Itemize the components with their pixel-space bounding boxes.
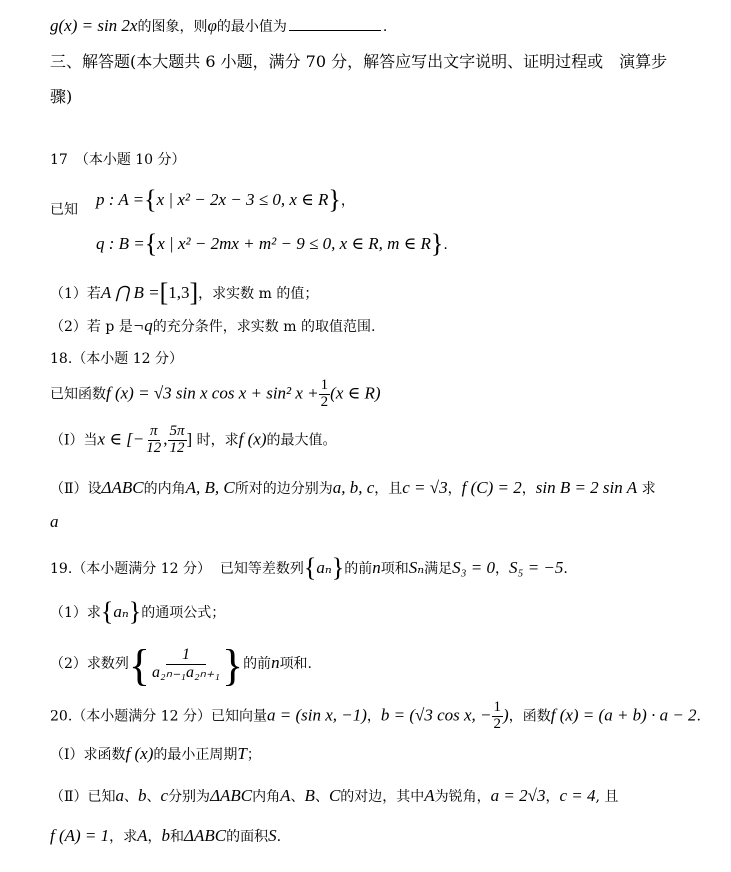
text: , 且 (595, 789, 619, 805)
frac-num: 1 (166, 647, 206, 665)
text: 已知等差数列 (219, 561, 304, 577)
frac-den: 2 (493, 715, 502, 732)
math-expr: S₅ = −5 (509, 558, 564, 577)
math-expr: f (x) (238, 429, 267, 449)
text: 已知向量 (210, 708, 267, 725)
math-expr: c = 4 (559, 786, 596, 805)
frac-den: 12 (169, 439, 185, 456)
text: 满足 (424, 561, 453, 577)
text: （1）若 (50, 286, 101, 302)
text: 、 (146, 789, 161, 805)
section-title: 三、解答题(本大题共 6 小题，满分 70 分，解答应写出文字说明、证明过程或 演算步 (50, 52, 668, 71)
math-expr: (x ∈ R) (330, 383, 381, 403)
math-expr: T (237, 744, 247, 763)
math-expr: φ (207, 16, 217, 35)
text: ，求实数 m 的值； (198, 286, 319, 302)
text: 的对边，其中 (340, 789, 425, 805)
text: 的前 (344, 561, 373, 577)
text: , (163, 429, 168, 449)
math-expr: c (160, 786, 169, 805)
q18-function (50, 378, 381, 411)
q20-statement (50, 700, 701, 733)
q18-part2 (50, 478, 656, 498)
q18-part1 (50, 424, 336, 457)
q17-p-set: p : A ={x | x² − 2x − 3 ≤ 0, x ∈ R}， (96, 185, 355, 214)
math-expr: ΔABC (210, 786, 253, 805)
text: 的充分条件，求实数 m 的取值范围. (152, 319, 376, 335)
q20-part1 (50, 744, 261, 764)
math-expr: Sₙ (408, 558, 425, 577)
math-expr: a (50, 512, 59, 531)
math-expr: sin B = 2 sin A (535, 478, 638, 497)
math-expr: B (304, 786, 315, 805)
text: 时，求 (196, 432, 239, 449)
math-expr: a, b, c (332, 478, 375, 497)
q17-header: 17 （本小题 10 分） (50, 152, 186, 168)
text: ，求 (109, 829, 138, 845)
math-expr: A (137, 826, 148, 845)
q17-part1: （1）若A ⋂ B =[1,3]，求实数 m 的值； (50, 278, 319, 307)
math-expr: f (A) = 1 (50, 826, 110, 845)
math-expr: q : B = (96, 234, 145, 253)
math-expr: a = 2√3 (490, 786, 546, 805)
text: 的最小正周期 (153, 747, 238, 763)
math-expr: f (x) (125, 744, 154, 763)
q19-part1: （1）求{aₙ}的通项公式； (50, 597, 226, 626)
frac-num: 1 (493, 699, 502, 715)
frac-num: π (149, 423, 158, 439)
math-expr: b = (√3 cos x, − (380, 705, 492, 725)
q18-part2-cont (50, 512, 59, 532)
frac-den: a₂ₙ₋₁a₂ₙ₊₁ (152, 663, 220, 681)
q20-part2 (50, 786, 618, 806)
text: 分别为 (168, 789, 211, 805)
math-expr: ) (503, 705, 509, 725)
math-expr: c = √3 (402, 478, 448, 497)
q19-part2: （2）求数列{ $\frac{1}{\text{a₂ₙ₋₁a₂ₙ₊₁}}$ }的前n项和. (50, 641, 313, 690)
text: 和 (170, 829, 185, 845)
text: ，函数 (508, 708, 551, 725)
frac-num: 5π (169, 423, 185, 439)
text: 项和 (380, 561, 409, 577)
answer-blank (289, 16, 381, 31)
math-expr: S (268, 826, 277, 845)
text: （2）若 p 是 (50, 319, 133, 335)
q20-header: 20.（本小题满分 12 分） (50, 708, 211, 725)
section-title-cont: 骤) (50, 87, 73, 106)
frac-den: 12 (146, 439, 162, 456)
text: ， (495, 561, 510, 577)
text: . (696, 708, 701, 725)
text: （Ⅰ）求函数 (50, 747, 126, 763)
math-expr: a (115, 786, 125, 805)
frac-den: 2 (320, 393, 329, 410)
math-expr: g(x) = sin 2x (50, 16, 138, 35)
text: 已知函数 (50, 386, 106, 403)
text: . (563, 561, 568, 577)
text: （Ⅱ）设 (50, 481, 102, 497)
text: 所对的边分别为 (234, 481, 333, 497)
math-expr: n (372, 558, 381, 577)
text: ， (366, 708, 381, 725)
text: ] (186, 429, 193, 449)
math-expr: p : A = (96, 190, 145, 209)
q19-statement: 19.（本小题满分 12 分） 已知等差数列{aₙ}的前n项和Sₙ满足S₃ = 0，S₅ = −5. (50, 553, 568, 582)
text: ， (447, 481, 462, 497)
text: ， (521, 481, 536, 497)
text: 的前 (243, 656, 272, 672)
math-expr: n (271, 653, 280, 672)
text: 的内角 (143, 481, 186, 497)
text: （1）求 (50, 605, 101, 621)
math-expr: b (161, 826, 171, 845)
math-expr: ¬q (132, 316, 153, 335)
math-expr: 1,3 (168, 283, 190, 302)
fill-blank-line (50, 16, 387, 36)
frac-num: 1 (320, 377, 329, 393)
math-expr: b (138, 786, 147, 805)
math-expr: x | x² − 2mx + m² − 9 ≤ 0, x ∈ R, m ∈ R (157, 234, 431, 253)
math-expr: A (280, 786, 291, 805)
text: . (443, 237, 448, 253)
math-expr: C (328, 786, 341, 805)
q17-known: 已知 (50, 202, 78, 218)
math-expr: A, B, C (185, 478, 235, 497)
text: 的面积 (226, 829, 269, 845)
text: （2）求数列 (50, 656, 129, 672)
math-expr: f (x) = √3 sin x cos x + sin² x + (106, 383, 319, 403)
math-expr: x | x² − 2x − 3 ≤ 0, x ∈ R (156, 190, 329, 209)
text: 求 (641, 481, 656, 497)
math-expr: ΔABC (101, 478, 144, 497)
text: 项和. (279, 656, 313, 672)
text: . (382, 19, 388, 35)
text: ； (246, 747, 261, 763)
math-expr: aₙ (316, 558, 332, 577)
math-expr: aₙ (113, 602, 129, 621)
text: 的最小值为 (216, 19, 287, 35)
q18-header: 18.（本小题 12 分） (50, 351, 183, 367)
text: . (276, 829, 282, 845)
text: 、 (290, 789, 305, 805)
math-expr: a = (sin x, −1) (266, 705, 367, 725)
q17-part2 (50, 316, 375, 336)
q17-q-set: q : B ={x | x² − 2mx + m² − 9 ≤ 0, x ∈ R, m ∈ R}. (96, 229, 448, 258)
math-expr: A ⋂ B = (100, 283, 160, 302)
text: ， (545, 789, 560, 805)
text: 的最大值。 (266, 432, 337, 449)
text: 的图象，则 (137, 19, 208, 35)
q19-header: 19.（本小题满分 12 分） (50, 561, 211, 577)
math-expr: f (x) = (a + b) · a − 2 (550, 705, 697, 725)
q20-part2-cont (50, 826, 281, 846)
text: 、 (124, 789, 139, 805)
text: ， (340, 193, 355, 209)
text: （Ⅱ）已知 (50, 789, 116, 805)
text: （Ⅰ）当 (50, 432, 98, 449)
math-expr: f (C) = 2 (461, 478, 522, 497)
text: ， (147, 829, 162, 845)
text: 、 (314, 789, 329, 805)
text: 为锐角， (434, 789, 491, 805)
text: 的通项公式； (141, 605, 226, 621)
text: ，且 (374, 481, 403, 497)
math-expr: S₃ = 0 (452, 558, 496, 577)
text: 内角 (252, 789, 281, 805)
math-expr: x ∈ [− (97, 429, 145, 449)
math-expr: ΔABC (184, 826, 227, 845)
math-expr: A (424, 786, 435, 805)
